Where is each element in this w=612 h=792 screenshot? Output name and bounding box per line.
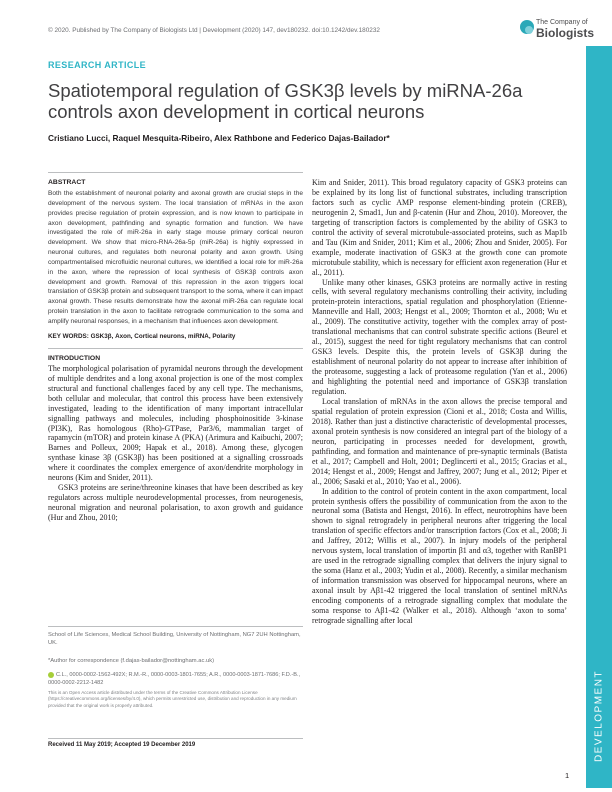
logo-mark-inner-icon	[525, 26, 533, 34]
license-note: This is an Open Access article distributed under the terms of the Creative Commons Attribution License (https://creativecommons.org/licenses/by/4.0), which permits unrestricted use, distribution and reproduction in any medium provided that the original work is properly attributed.	[48, 690, 297, 708]
footnote-divider	[48, 626, 303, 627]
keywords-label: KEY WORDS:	[48, 332, 89, 340]
right-paragraph-2: Unlike many other kinases, GSK3 proteins are normally active in resting cells, with several regulatory mechanisms controlling their activity, including protein-protein interactions, spatial regulation and phosphorylation (Etienne-Manneville and Hall, 2003; Hengst et al., 2009; Thornton et al., 2008; Wu et al., 2009). The constitutive activity, together with the complex array of post-translational mechanisms that can control substrate specific actions (Beurel et al., 2015), suggest the need for tight regulatory mechanisms that can control GSK3 levels. Despite this, the protein levels of GSK3β during the establishment of neuronal polarity do not appear to increase after inhibition of the proteasome, suggesting a lack of proteasome regulation (Yan et al., 2006) and highlighting the potential need and importance of GSK3β translation regulation.	[312, 277, 567, 397]
right-column	[312, 178, 567, 626]
journal-sidebar	[586, 46, 612, 788]
publisher-logo[interactable]	[520, 18, 595, 58]
keywords	[48, 333, 303, 340]
intro-paragraph-2: GSK3 proteins are serine/threonine kinases that have been described as key regulators across multiple neurodevelopmental processes, from neurogenesis, neuronal migration and neuronal polarisation, to axon growth and guidance (Hur and Zhou, 2010;	[48, 483, 303, 523]
abstract-text: Both the establishment of neuronal polarity and axonal growth are crucial steps in the development of the nervous system. The local translation of mRNAs in the axon provides precise regulation of protein expression, and is now known to participate in axon development, pathfinding and synaptic formation and function. We have investigated the role of miR-26a in early stage mouse primary cortical neuron development. We show that micro-RNA-26a-5p (miR-26a) is highly expressed in neuronal cultures, and regulates both neuronal polarity and axon growth. Using compartmentalised microfluidic neuronal cultures, we identified a local role for miR-26a in the axon, where the repression of local synthesis of GSK3β controls axon development and growth. Removal of this repression in the axon triggers local translation of GSK3β protein and subsequent transport to the soma, where it can impact axonal growth. These results demonstrate how the axonal miR-26a can regulate local protein translation in the axon to facilitate retrograde communication to the soma and amplify neuronal responses, in a mechanism that influences axon development.	[48, 190, 303, 325]
introduction-heading: INTRODUCTION	[48, 354, 101, 362]
right-paragraph-3: Local translation of mRNAs in the axon allows the precise temporal and spatial regulation of protein expression (Cioni et al., 2018; Costa and Willis, 2018). Rather than just a distinctive characteristic of developmental processes, axonal protein synthesis is now considered an integral part of the biology of a neuron, participating in processes needed for development, growth, pathfinding, and formation and maintenance of pre-synaptic terminals (Batista et al., 2017; Campbell and Holt, 2001; Deglincerti et al., 2015; Gracias et al., 2014; Hengst et al., 2009; Hengst and Jaffrey, 2007; Jung et al., 2012; Piper et al., 2006; Sasaki et al., 2010; Yao et al., 2006).	[312, 396, 567, 486]
orcid-icon	[48, 672, 54, 678]
article-title: Spatiotemporal regulation of GSK3β levels by miRNA-26a controls axon development in cortical neurons	[48, 80, 523, 122]
abstract-heading: ABSTRACT	[48, 179, 86, 186]
journal-name: DEVELOPMENT	[593, 669, 605, 763]
divider	[48, 348, 303, 349]
citation-line: © 2020. Published by The Company of Biologists Ltd | Development (2020) 147, dev180232. doi:10.1242/dev.180232	[48, 27, 380, 34]
orcid-ids[interactable]: C.L., 0000-0002-1562-492X; R.M.-R., 0000-0003-1801-7655; A.R., 0000-0003-1871-7686; F.D.-B., 0000-0002-2212-1482	[48, 672, 301, 686]
keywords-text: GSK3β, Axon, Cortical neurons, miRNA, Polarity	[90, 332, 236, 340]
left-column	[48, 172, 303, 523]
author-list: Cristiano Lucci, Raquel Mesquita-Ribeiro, Alex Rathbone and Federico Dajas-Bailador*	[48, 133, 390, 143]
logo-line-1: The Company of	[536, 19, 588, 26]
article-category: RESEARCH ARTICLE	[48, 60, 147, 70]
intro-paragraph-1: The morphological polarisation of pyramidal neurons through the development of multiple dendrites and a long axonal projection is one of the most complex structural and functional challenges faced by any cell type. The mechanisms, both cellular and molecular, that control this process have been extensively investigated, leading to the identification of many important intracellular signalling pathways and molecules, including phosphoinositide 3-kinase (PI3K), Ras homologous (Rho)-GTPase, Par3/6, mammalian target of rapamycin (mTOR) and protein kinase A (PKA) (Arimura and Kaibuchi, 2007; Barnes and Polleux, 2009; Hapak et al., 2018). Among these, glycogen synthase kinase 3β (GSK3β) has been positioned at a signalling crossroads where it coordinates the complex emergence of axon/dendrite morphology in neurons (Kim and Snider, 2011).	[48, 363, 303, 483]
logo-line-2: Biologists	[536, 26, 595, 40]
received-accepted-dates: Received 11 May 2019; Accepted 19 December 2019	[48, 742, 196, 748]
affiliation: School of Life Sciences, Medical School Building, University of Nottingham, NG7 2UH Nottingham, UK.	[48, 632, 301, 646]
dates-divider	[48, 738, 303, 739]
right-paragraph-4: In addition to the control of protein content in the axon compartment, local protein synthesis offers the possibility of communication from the axon to the neuronal soma (Batista and Hengst, 2016). In effect, neurotrophins have been shown to signal retrogradely in peripheral neurons after triggering the local translation of specific effectors and/or transcription factors (Cox et al., 2008; Ji and Jaffrey, 2012; Willis et al., 2007). In injury models of the peripheral nervous system, local translation of importin β1 and α3, together with RanBP1 are used in the retrograde signalling complex that delivers the injury signal to the soma (Hanz et al., 2003; Yudin et al., 2008). Recently, a similar mechanism of information transmission was observed for hippocampal neurons, where an axonal insult by Aβ1-42 triggered the local translation of sentinel mRNAs encoding components of a retrograde signalling complex that modulate the soma response to Aβ1-42 (Walker et al., 2018). Although ‘axon to soma’ retrograde signalling after local	[312, 486, 567, 625]
page-number: 1	[565, 771, 570, 780]
correspondence[interactable]: *Author for correspondence (f.dajas-bailador@nottingham.ac.uk)	[48, 658, 215, 664]
divider	[48, 172, 303, 173]
right-paragraph-1: Kim and Snider, 2011). This broad regulatory capacity of GSK3 proteins can be explained by its long list of functional substrates, including transcription factors such as cyclic AMP response element-binding protein (CREB), neurogenin 2, Smad1, Jun and β-catenin (Hur and Zhou, 2010). Moreover, the targeting of transcription factors is complemented by the ability of GSK3 to control the activity of several microtubule-associated proteins, such as Map1b and Tau (Kim and Snider, 2011; Kim et al., 2006; Zhou and Snider, 2005). For example, moderate inactivation of GSK3 at the growth cone can promote microtubule stability, which is necessary for efficient axon regeneration (Hur et al., 2011).	[312, 178, 567, 277]
orcid-line[interactable]	[48, 671, 303, 687]
